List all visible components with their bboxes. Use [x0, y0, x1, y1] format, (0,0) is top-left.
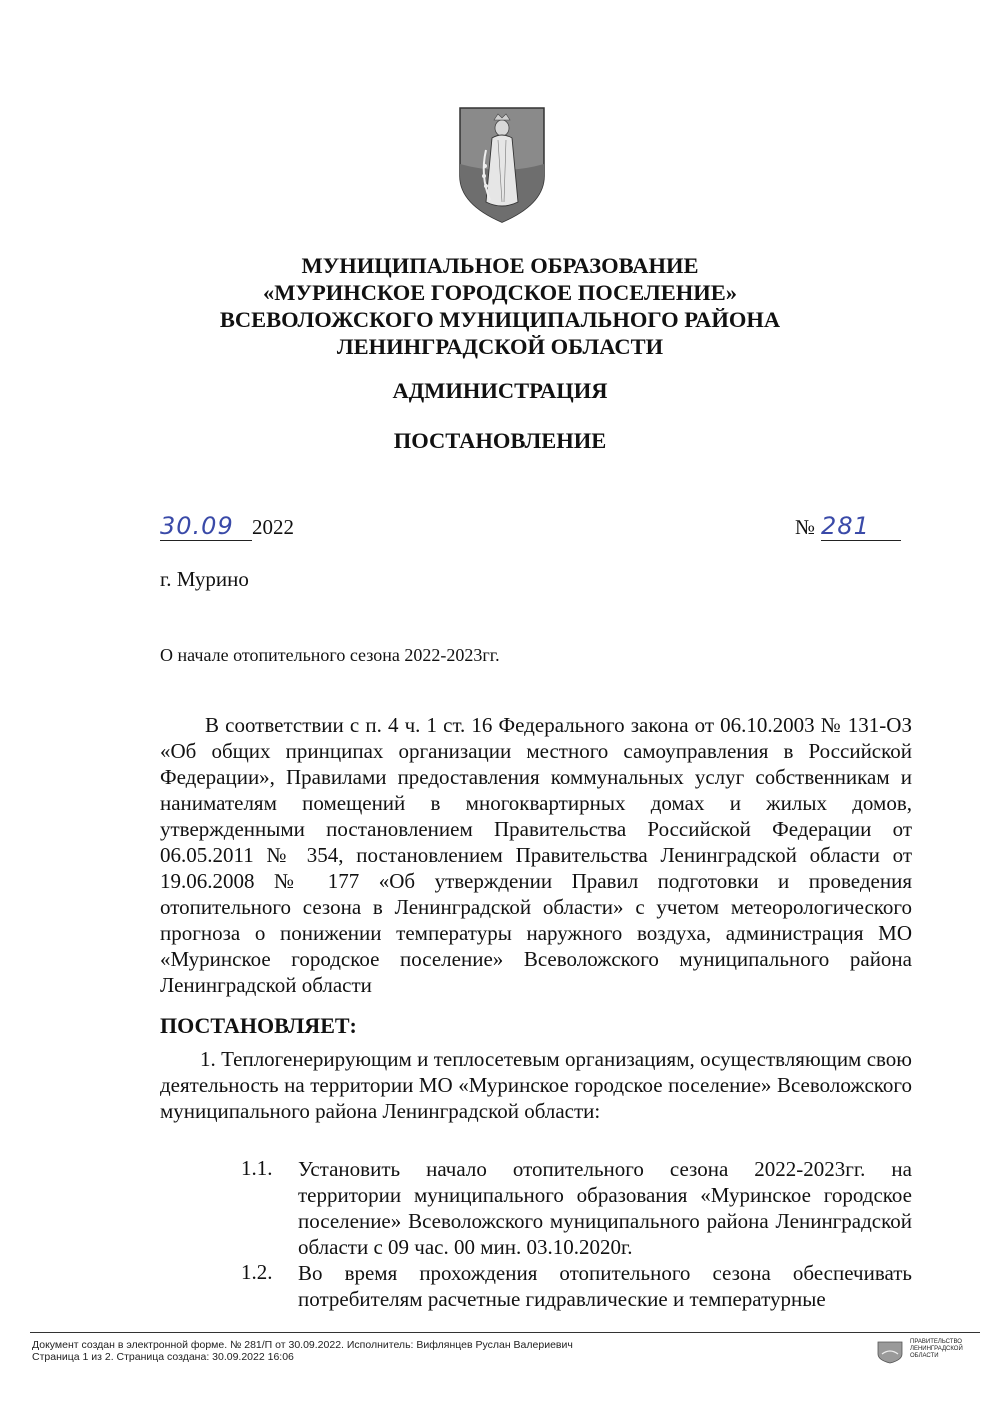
item-1-paragraph: 1. Теплогенерирующим и теплосетевым организациям, осуществляющим свою деятельность на территории МО «Муринское городское поселение» Всеволожского муниципального района Ленинградской области: [160, 1047, 912, 1123]
header-line-3: ВСЕВОЛОЖСКОГО МУНИЦИПАЛЬНОГО РАЙОНА [219, 307, 781, 332]
footer-divider [30, 1332, 980, 1333]
government-logo-text [910, 1339, 963, 1360]
handwritten-number: 281 [821, 512, 901, 541]
logo-text-line-2: ЛЕНИНГРАДСКОЙ [910, 1346, 963, 1352]
document-date [160, 512, 294, 541]
organization-header [0, 252, 1000, 360]
document-type-title: ПОСТАНОВЛЕНИЕ [393, 428, 607, 453]
footer-line-1: Документ создан в электронной форме. № 281/П от 30.09.2022. Исполнитель: Вифлянцев Руслан Валериевич [32, 1339, 573, 1351]
document-number [795, 512, 901, 541]
header-line-1: МУНИЦИПАЛЬНОЕ ОБРАЗОВАНИЕ [301, 253, 699, 278]
date-year: 2022 [252, 515, 294, 539]
preamble-paragraph: В соответствии с п. 4 ч. 1 ст. 16 Федерального закона от 06.10.2003 № 131-ОЗ «Об общих принципах организации местного самоуправления в Российской Федерации», Правилами предоставления коммунальных услуг собственникам и нанимателям помещений в многоквартирных домах и жилых домов, утвержденными постановлением Правительства Российской Федерации от 06.05.2011 № 354, постановлением Правительства Ленинградской области от 19.06.2008 № 177 «Об утверждении Правил подготовки и проведения отопительного сезона в Ленинградской области» с учетом метеорологического прогноза о понижении температуры наружного воздуха, администрация МО «Муринское городское поселение» Всеволожского муниципального района Ленинградской области [160, 713, 912, 997]
header-line-2: «МУРИНСКОЕ ГОРОДСКОЕ ПОСЕЛЕНИЕ» [262, 280, 738, 305]
footer-line-2: Страница 1 из 2. Страница создана: 30.09.2022 16:06 [32, 1351, 294, 1363]
number-prefix: № [795, 515, 816, 539]
city-label: г. Мурино [160, 567, 249, 591]
handwritten-date: 30.09 [160, 512, 252, 541]
government-logo-icon [876, 1340, 904, 1364]
administration-title: АДМИНИСТРАЦИЯ [392, 378, 608, 403]
resolves-heading: ПОСТАНОВЛЯЕТ: [160, 1013, 357, 1038]
item-1-1-text: Установить начало отопительного сезона 2022-2023гг. на территории муниципального образования «Муринское городское поселение» Всеволожского муниципального района Ленинградской области с 09 час. 00 мин. 03.10.2020г. [298, 1157, 912, 1259]
logo-text-line-3: ОБЛАСТИ [910, 1353, 939, 1359]
logo-text-line-1: ПРАВИТЕЛЬСТВО [910, 1339, 962, 1345]
document-subject: О начале отопительного сезона 2022-2023гг. [160, 645, 500, 665]
footer-info [32, 1339, 573, 1363]
item-1-1-number: 1.1. [241, 1156, 273, 1180]
item-1-2-text: Во время прохождения отопительного сезона обеспечивать потребителям расчетные гидравлические и температурные [298, 1261, 912, 1311]
coat-of-arms-emblem [458, 106, 546, 224]
item-1-2-number: 1.2. [241, 1260, 273, 1284]
header-line-4: ЛЕНИНГРАДСКОЙ ОБЛАСТИ [336, 334, 664, 359]
